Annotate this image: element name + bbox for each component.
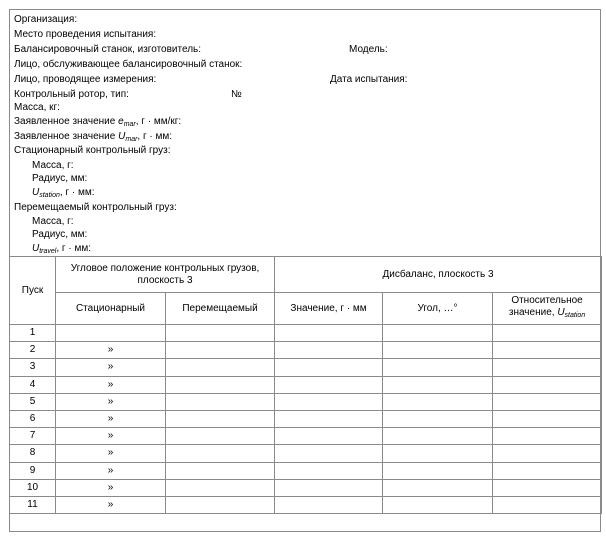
stationary-column-header: Стационарный (56, 293, 166, 325)
stationary-cell: » (56, 428, 166, 445)
stationary-cell: » (56, 496, 166, 513)
stationary-u-suffix: , г · мм: (59, 187, 95, 198)
test-place-label: Место проведения испытания: (14, 29, 157, 40)
table-row (10, 479, 602, 496)
table-row (10, 410, 602, 427)
measurer-label: Лицо, проводящее измерения: (14, 74, 157, 85)
angle-cell (383, 479, 493, 496)
stationary-cell: » (56, 410, 166, 427)
stationary-cell: » (56, 445, 166, 462)
declared-e-symbol: e (118, 116, 124, 127)
travel-cell (166, 325, 275, 342)
unbalance-group-header: Дисбаланс, плоскость 3 (275, 257, 602, 293)
run-number-cell: 8 (10, 445, 56, 462)
value-cell (275, 393, 383, 410)
travel-cell (166, 479, 275, 496)
declared-u-suffix: , г · мм: (137, 131, 173, 142)
angle-cell (383, 462, 493, 479)
travel-cell (166, 342, 275, 359)
value-cell (275, 496, 383, 513)
travel-u-symbol: U (32, 243, 40, 254)
stationary-cell (56, 325, 166, 342)
stationary-u-sub: station (39, 192, 60, 199)
table-row (10, 445, 602, 462)
declared-u-symbol: U (118, 131, 126, 142)
relative-value-cell (493, 479, 602, 496)
number-sign-label: № (231, 89, 242, 100)
test-report-form (9, 9, 601, 532)
travel-cell (166, 462, 275, 479)
stationary-cell: » (56, 462, 166, 479)
value-cell (275, 479, 383, 496)
stationary-u-label (32, 187, 94, 202)
relative-value-cell (493, 376, 602, 393)
travel-weight-label: Перемещаемый контрольный груз: (14, 202, 177, 213)
table-row (10, 462, 602, 479)
relative-value-line1: Относительное (511, 295, 583, 306)
relative-value-cell (493, 342, 602, 359)
angle-group-header (56, 257, 275, 293)
relative-value-prefix: значение, (508, 307, 558, 318)
relative-value-cell (493, 359, 602, 376)
table-row (10, 376, 602, 393)
declared-e-suffix: , г · мм/кг: (135, 116, 182, 127)
angle-cell (383, 325, 493, 342)
organization-label: Организация: (14, 14, 78, 25)
stationary-mass-label: Масса, г: (32, 160, 74, 171)
angle-column-header: Угол, …° (383, 293, 493, 325)
declared-e-prefix: Заявленное значение (14, 116, 119, 127)
table-row (10, 342, 602, 359)
test-date-label: Дата испытания: (330, 74, 408, 85)
relative-value-cell (493, 428, 602, 445)
machine-maker-label: Балансировочный станок, изготовитель: (14, 44, 202, 55)
rotor-type-label: Контрольный ротор, тип: (14, 89, 129, 100)
run-number-cell: 2 (10, 342, 56, 359)
relative-value-sub: station (564, 312, 586, 319)
run-number-cell: 10 (10, 479, 56, 496)
travel-cell (166, 393, 275, 410)
declared-e-sub: mar (123, 121, 136, 128)
runs-table-body (10, 325, 602, 514)
value-cell (275, 359, 383, 376)
table-row (10, 496, 602, 513)
relative-value-cell (493, 496, 602, 513)
stationary-cell: » (56, 359, 166, 376)
travel-cell (166, 359, 275, 376)
run-number-cell: 9 (10, 462, 56, 479)
stationary-radius-label: Радиус, мм: (32, 173, 88, 184)
value-cell (275, 342, 383, 359)
angle-group-line2: плоскость 3 (137, 274, 193, 286)
run-number-cell: 3 (10, 359, 56, 376)
table-row (10, 428, 602, 445)
stationary-cell: » (56, 479, 166, 496)
relative-value-symbol: U (557, 307, 565, 318)
angle-cell (383, 445, 493, 462)
travel-cell (166, 496, 275, 513)
value-cell (275, 462, 383, 479)
relative-value-cell (493, 445, 602, 462)
form-header (10, 10, 600, 256)
relative-value-line2 (493, 307, 601, 322)
run-number-cell: 7 (10, 428, 56, 445)
run-column-header: Пуск (10, 257, 56, 325)
travel-cell (166, 428, 275, 445)
relative-value-column-header (493, 293, 602, 325)
travel-column-header: Перемещаемый (166, 293, 275, 325)
stationary-weight-label: Стационарный контрольный груз: (14, 145, 171, 156)
operator-label: Лицо, обслуживающее балансировочный станок: (14, 59, 243, 70)
relative-value-cell (493, 393, 602, 410)
mass-kg-label: Масса, кг: (14, 102, 60, 113)
declared-u-prefix: Заявленное значение (14, 131, 119, 142)
stationary-cell: » (56, 342, 166, 359)
value-cell (275, 410, 383, 427)
runs-table (9, 256, 602, 514)
run-number-cell: 6 (10, 410, 56, 427)
angle-cell (383, 359, 493, 376)
stationary-cell: » (56, 393, 166, 410)
travel-cell (166, 445, 275, 462)
angle-cell (383, 428, 493, 445)
value-cell (275, 428, 383, 445)
angle-cell (383, 410, 493, 427)
angle-cell (383, 393, 493, 410)
table-row (10, 359, 602, 376)
travel-u-sub: travel (39, 248, 57, 255)
stationary-u-symbol: U (32, 187, 40, 198)
travel-cell (166, 376, 275, 393)
declared-u-label (14, 131, 172, 146)
model-label: Модель: (349, 44, 388, 55)
table-row (10, 393, 602, 410)
travel-mass-label: Масса, г: (32, 216, 74, 227)
travel-cell (166, 410, 275, 427)
declared-e-label (14, 116, 181, 131)
value-column-header: Значение, г · мм (275, 293, 383, 325)
run-number-cell: 4 (10, 376, 56, 393)
angle-cell (383, 376, 493, 393)
declared-u-sub: mar (125, 136, 138, 143)
value-cell (275, 376, 383, 393)
relative-value-cell (493, 410, 602, 427)
value-cell (275, 445, 383, 462)
value-cell (275, 325, 383, 342)
run-number-cell: 11 (10, 496, 56, 513)
stationary-cell: » (56, 376, 166, 393)
run-number-cell: 5 (10, 393, 56, 410)
travel-radius-label: Радиус, мм: (32, 229, 88, 240)
angle-cell (383, 496, 493, 513)
travel-u-suffix: , г · мм: (56, 243, 91, 254)
run-number-cell: 1 (10, 325, 56, 342)
table-row (10, 325, 602, 342)
angle-cell (383, 342, 493, 359)
relative-value-cell (493, 462, 602, 479)
relative-value-cell (493, 325, 602, 342)
angle-group-line1: Угловое положение контрольных грузов, (70, 262, 260, 274)
